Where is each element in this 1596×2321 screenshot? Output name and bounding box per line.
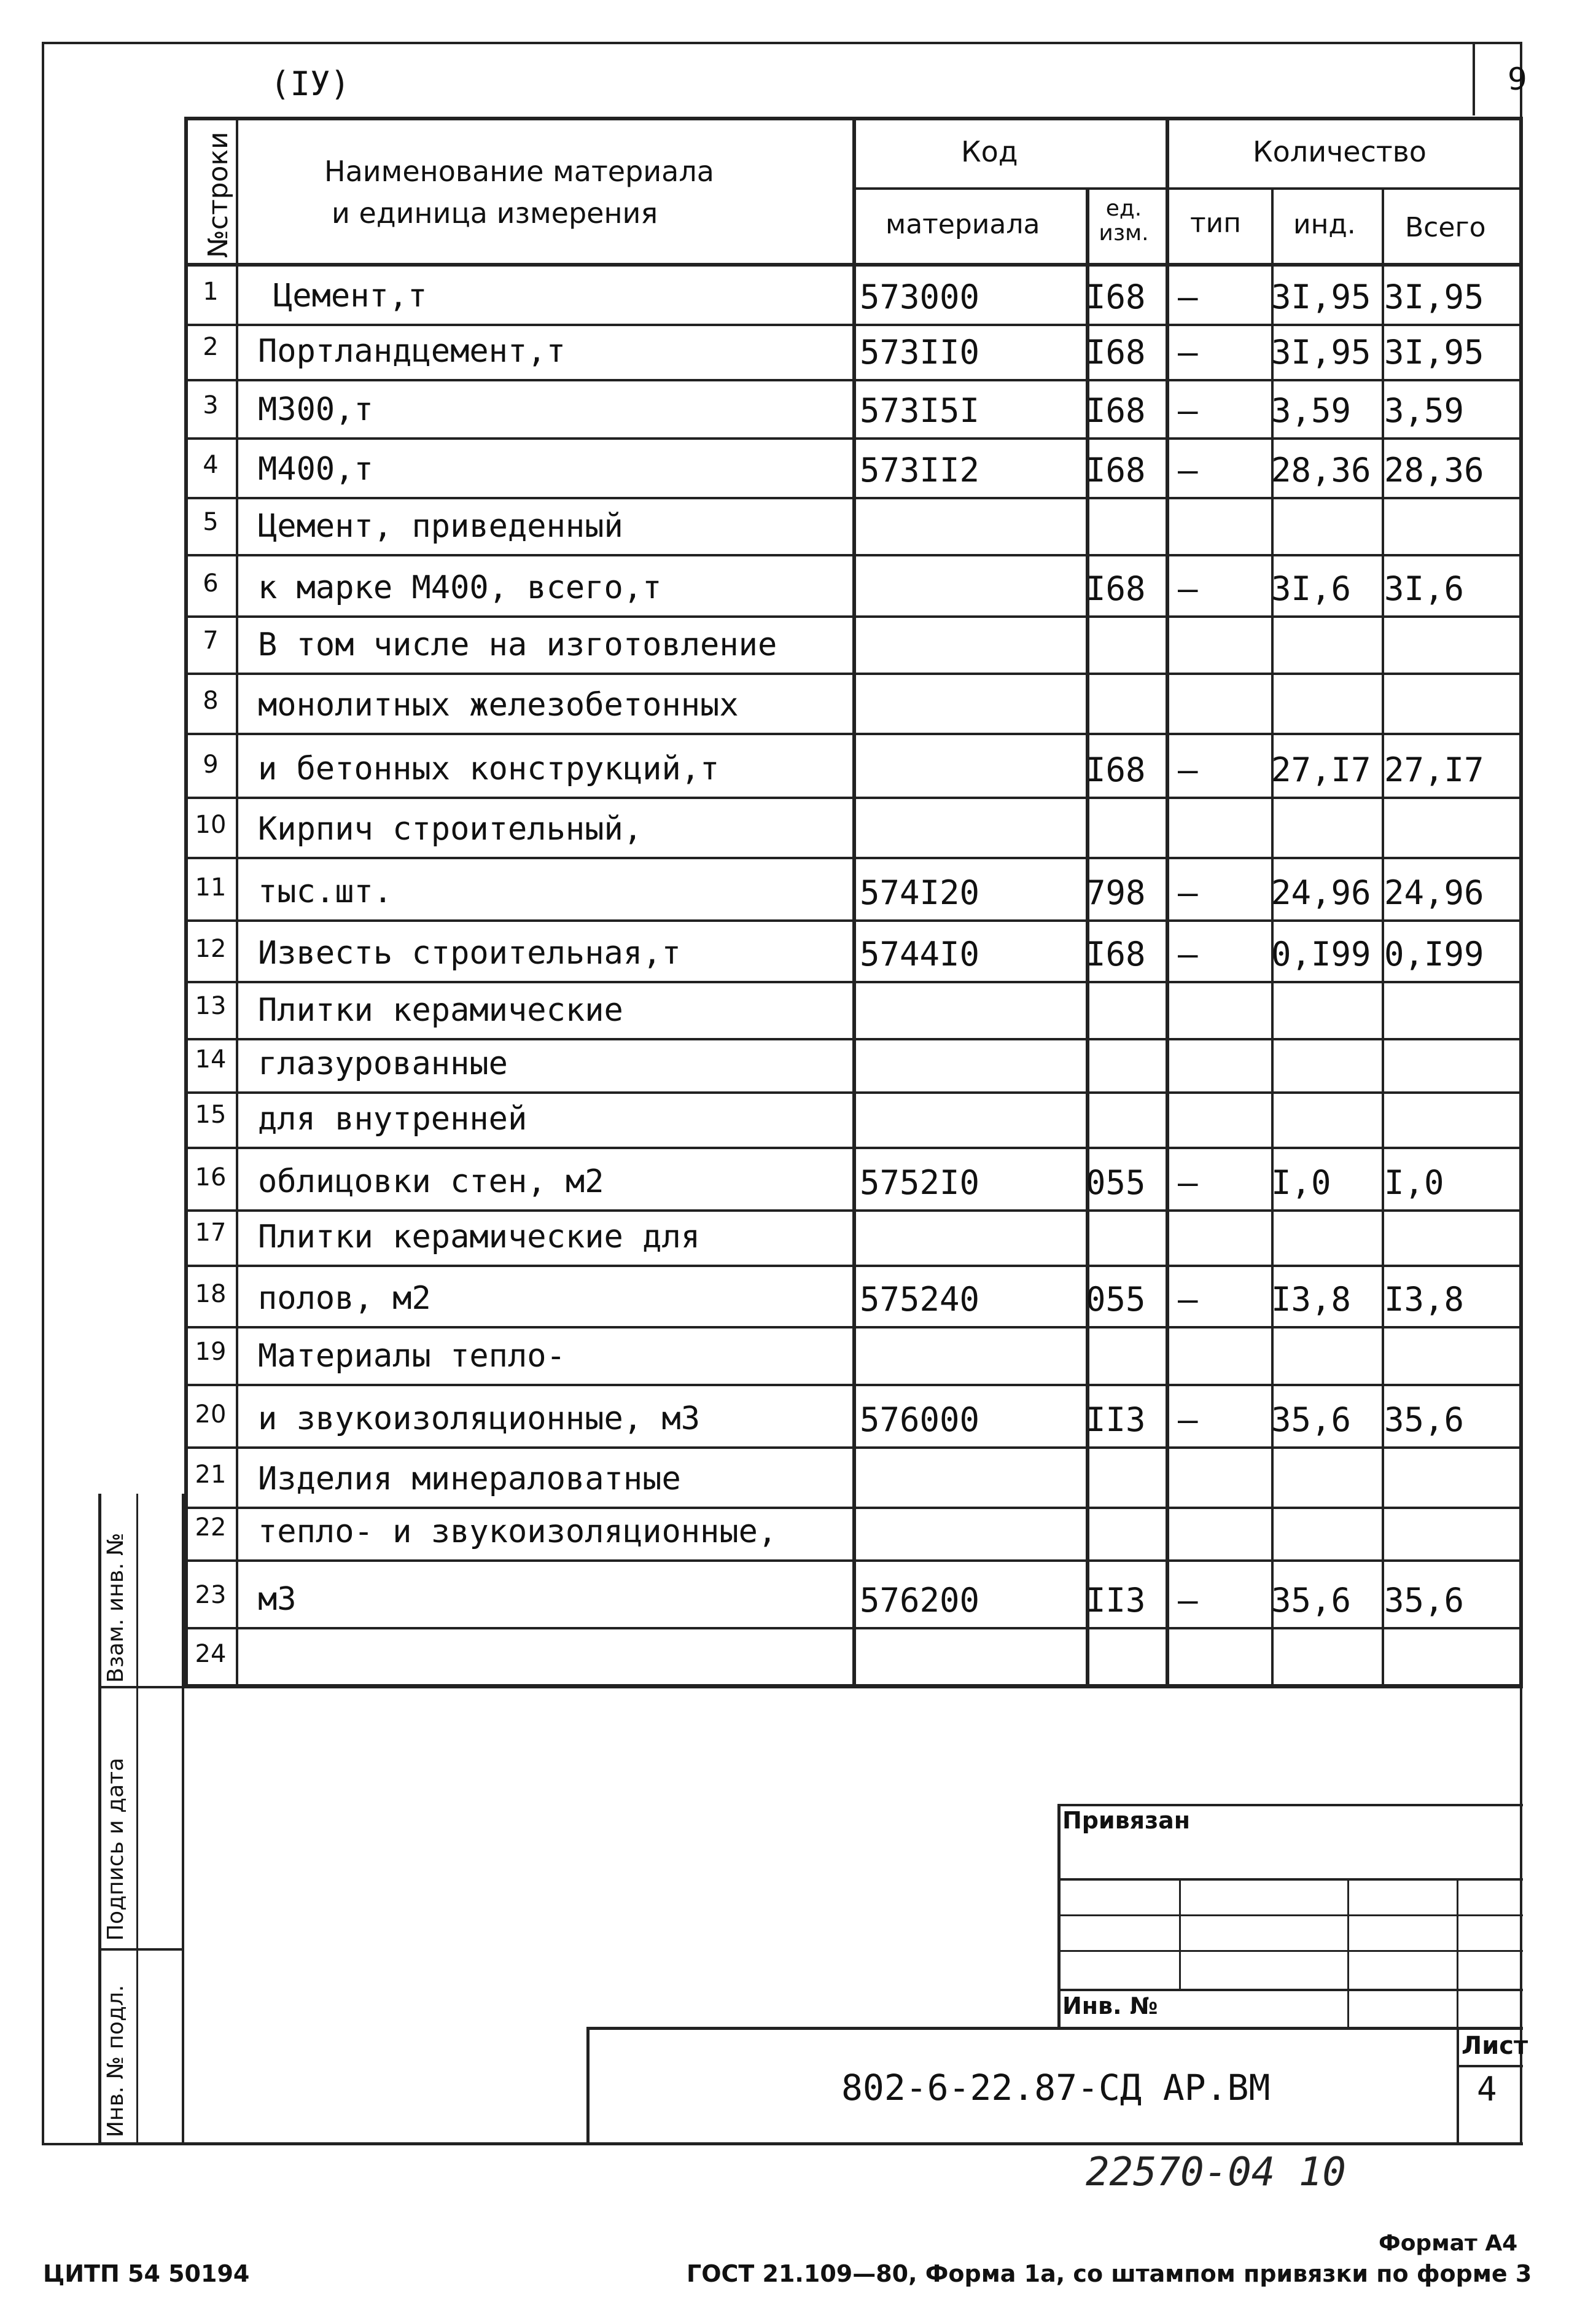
row-separator [184, 981, 1523, 983]
archive-number-handwritten: 22570-04 10 [1086, 2150, 1346, 2195]
row-separator [184, 1384, 1523, 1386]
row-separator [184, 919, 1523, 922]
unit-code: I68 [1086, 451, 1146, 490]
footer-right: ГОСТ 21.109—80, Форма 1а, со штампом привязки по форме 3 [687, 2260, 1532, 2287]
material-name: Плитки керамические [258, 992, 623, 1029]
side-label-replace-inv: Взам. инв. № [103, 1532, 128, 1683]
row-number: 15 [195, 1101, 227, 1129]
row-number: 3 [203, 391, 219, 419]
binding-vline-2 [1347, 1878, 1349, 2028]
row-separator [184, 1265, 1523, 1267]
row-number: 8 [203, 687, 219, 715]
row-separator [184, 1209, 1523, 1212]
row-separator [184, 1559, 1523, 1562]
unit-code: 798 [1086, 873, 1146, 912]
quantity-type: – [1178, 333, 1198, 372]
material-code: 5744I0 [860, 935, 980, 973]
side-stamp-divider [136, 1494, 138, 2145]
unit-code: I68 [1086, 391, 1146, 430]
material-code: 573I5I [860, 391, 980, 430]
unit-code: 055 [1086, 1163, 1146, 1202]
quantity-type: – [1178, 1280, 1198, 1319]
quantity-type: – [1178, 391, 1198, 430]
title-block-divider [1457, 2027, 1459, 2145]
material-name: к марке M400, всего,т [258, 569, 662, 606]
row-number: 6 [203, 569, 219, 598]
quantity-total: I3,8 [1384, 1280, 1465, 1319]
header-name-line2: и единица измерения [332, 197, 658, 230]
unit-code: I68 [1086, 333, 1146, 372]
row-number: 12 [195, 935, 227, 963]
quantity-total: 0,I99 [1384, 935, 1484, 973]
row-separator [184, 673, 1523, 675]
binding-line-2 [1057, 1914, 1523, 1916]
quantity-type: – [1178, 569, 1198, 608]
quantity-individual: 35,6 [1271, 1581, 1352, 1620]
quantity-individual: 3I,95 [1271, 278, 1371, 316]
quantity-individual: 28,36 [1271, 451, 1371, 490]
quantity-individual: 24,96 [1271, 873, 1371, 912]
quantity-individual: 35,6 [1271, 1400, 1352, 1439]
quantity-individual: 3I,6 [1271, 569, 1352, 608]
unit-code: I68 [1086, 569, 1146, 608]
sheet-label: Лист [1462, 2032, 1528, 2060]
material-name: Изделия минераловатные [258, 1461, 681, 1497]
material-name: облицовки стен, м2 [258, 1163, 604, 1200]
row-separator [184, 497, 1523, 499]
header-code-group: Код [961, 135, 1018, 168]
section-label: (IУ) [270, 64, 351, 103]
row-separator [184, 1091, 1523, 1094]
row-separator [184, 1038, 1523, 1040]
row-number: 22 [195, 1513, 227, 1542]
row-number: 19 [195, 1338, 227, 1366]
material-name: для внутренней [258, 1101, 527, 1137]
row-separator [184, 1446, 1523, 1449]
row-number: 10 [195, 811, 227, 839]
row-separator [184, 733, 1523, 735]
row-number: 18 [195, 1280, 227, 1308]
material-code: 575240 [860, 1280, 980, 1319]
sheet-label-line [1457, 2065, 1523, 2067]
binding-line-1 [1057, 1878, 1523, 1881]
header-row-no: №строки [203, 131, 234, 258]
material-code: 574I20 [860, 873, 980, 912]
unit-code: I68 [1086, 278, 1146, 316]
quantity-total: 27,I7 [1384, 751, 1484, 789]
quantity-total: I,0 [1384, 1163, 1444, 1202]
footer-left: ЦИТП 54 50194 [43, 2260, 250, 2287]
material-name: м3 [258, 1581, 297, 1618]
side-label-inv-original: Инв. № подл. [103, 1984, 128, 2137]
header-name-line1: Наименование материала [324, 155, 714, 188]
quantity-individual: I3,8 [1271, 1280, 1352, 1319]
material-name: Материалы тепло- [258, 1338, 566, 1375]
row-separator [184, 1686, 1523, 1688]
material-name: Цемент,т [273, 278, 427, 314]
unit-code: I68 [1086, 751, 1146, 789]
quantity-total: 24,96 [1384, 873, 1484, 912]
document-code: 802-6-22.87-СД АР.ВМ [841, 2067, 1271, 2108]
row-number: 21 [195, 1461, 227, 1489]
quantity-total: 35,6 [1384, 1400, 1465, 1439]
binding-line-4 [1057, 1989, 1523, 1991]
side-stamp-line-2 [98, 1948, 184, 1951]
row-number: 5 [203, 508, 219, 536]
material-name: и бетонных конструкций,т [258, 751, 720, 787]
header-qty-ind: инд. [1293, 209, 1356, 240]
quantity-type: – [1178, 1400, 1198, 1439]
header-qty-group: Количество [1253, 135, 1427, 168]
quantity-individual: 3,59 [1271, 391, 1352, 430]
row-separator [184, 1627, 1523, 1629]
row-separator [184, 797, 1523, 799]
material-code: 5752I0 [860, 1163, 980, 1202]
row-separator [184, 437, 1523, 440]
footer-format: Формат А4 [1379, 2231, 1518, 2256]
sheet-value: 4 [1477, 2070, 1497, 2108]
material-name: Портландцемент,т [258, 333, 566, 370]
unit-code: II3 [1086, 1400, 1146, 1439]
unit-code: II3 [1086, 1581, 1146, 1620]
row-number: 9 [203, 751, 219, 779]
row-number: 17 [195, 1219, 227, 1247]
quantity-individual: I,0 [1271, 1163, 1331, 1202]
row-number: 4 [203, 451, 219, 479]
unit-code: 055 [1086, 1280, 1146, 1319]
quantity-type: – [1178, 935, 1198, 973]
row-number: 1 [203, 278, 219, 306]
quantity-type: – [1178, 873, 1198, 912]
binding-top-line [1057, 1804, 1523, 1806]
quantity-type: – [1178, 1581, 1198, 1620]
material-name: Цемент, приведенный [258, 508, 623, 545]
binding-vline-1 [1179, 1878, 1181, 1989]
col-line-4 [1166, 117, 1169, 1688]
quantity-individual: 0,I99 [1271, 935, 1371, 973]
binding-vline-3 [1457, 1878, 1458, 2028]
material-name: M400,т [258, 451, 373, 488]
header-code-unit: ед. изм. [1099, 196, 1149, 246]
row-number: 20 [195, 1400, 227, 1429]
row-number: 2 [203, 333, 219, 361]
row-separator [184, 615, 1523, 618]
quantity-individual: 27,I7 [1271, 751, 1371, 789]
page-number: 9 [1508, 61, 1527, 97]
col-line-2 [852, 117, 856, 1688]
row-separator [184, 857, 1523, 859]
material-name: Кирпич строительный, [258, 811, 643, 848]
quantity-type: – [1178, 451, 1198, 490]
row-number: 24 [195, 1640, 227, 1668]
binding-line-3 [1057, 1950, 1523, 1952]
quantity-type: – [1178, 278, 1198, 316]
material-name: тыс.шт. [258, 873, 393, 910]
side-stamp-line-1 [98, 1686, 184, 1688]
material-name: монолитных железобетонных [258, 687, 739, 724]
row-number: 7 [203, 626, 219, 655]
quantity-type: – [1178, 751, 1198, 789]
material-name: тепло- и звукоизоляционные, [258, 1513, 777, 1550]
row-separator [184, 324, 1523, 326]
row-separator [184, 379, 1523, 381]
quantity-total: 28,36 [1384, 451, 1484, 490]
material-name: В том числе на изготовление [258, 626, 777, 663]
material-code: 573000 [860, 278, 980, 316]
material-name: M300,т [258, 391, 373, 428]
material-code: 576000 [860, 1400, 980, 1439]
row-separator [184, 1326, 1523, 1328]
header-split-line [852, 187, 1523, 190]
material-name: глазурованные [258, 1045, 508, 1082]
material-code: 576200 [860, 1581, 980, 1620]
row-number: 16 [195, 1163, 227, 1192]
material-code: 573II0 [860, 333, 980, 372]
side-label-signature-date: Подпись и дата [103, 1757, 128, 1941]
page-number-divider [1473, 42, 1475, 115]
unit-code: I68 [1086, 935, 1146, 973]
row-separator [184, 1147, 1523, 1149]
row-number: 13 [195, 992, 227, 1020]
material-name: Известь строительная,т [258, 935, 681, 972]
header-qty-total: Всего [1405, 212, 1486, 243]
header-code-material: материала [886, 209, 1040, 240]
material-name: и звукоизоляционные, м3 [258, 1400, 701, 1437]
material-code: 573II2 [860, 451, 980, 490]
quantity-total: 3,59 [1384, 391, 1465, 430]
quantity-individual: 3I,95 [1271, 333, 1371, 372]
binding-label: Привязан [1062, 1807, 1191, 1834]
row-number: 23 [195, 1581, 227, 1609]
row-separator [184, 554, 1523, 556]
header-qty-type: тип [1190, 208, 1241, 239]
material-name: Плитки керамические для [258, 1219, 701, 1255]
quantity-type: – [1178, 1163, 1198, 1202]
quantity-total: 35,6 [1384, 1581, 1465, 1620]
row-number: 14 [195, 1045, 227, 1074]
quantity-total: 3I,95 [1384, 278, 1484, 316]
inv-label: Инв. № [1062, 1992, 1158, 2019]
row-separator [184, 1507, 1523, 1509]
material-name: полов, м2 [258, 1280, 431, 1317]
row-number: 11 [195, 873, 227, 902]
quantity-total: 3I,6 [1384, 569, 1465, 608]
quantity-total: 3I,95 [1384, 333, 1484, 372]
